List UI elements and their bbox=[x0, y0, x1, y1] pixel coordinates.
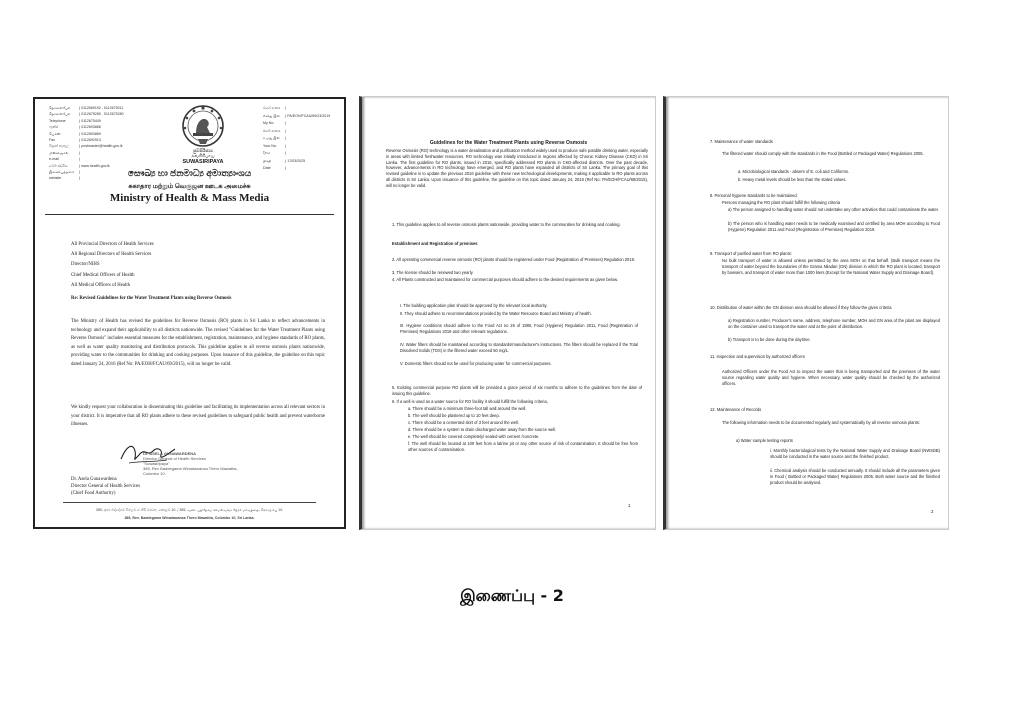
guideline-item-1: 1. This guideline applies to all reverse osmosis plants nationwide, providing water to the communities for drinking and cooking. bbox=[392, 222, 621, 227]
guideline-item-7: 7. Maintenance of water standards bbox=[710, 139, 773, 144]
reference-value: ) bbox=[285, 121, 287, 125]
reference-label: මගේ අංකය bbox=[263, 106, 281, 110]
contact-label: විද්‍යුත් තැපෑල bbox=[49, 144, 69, 149]
reference-value: ) bbox=[285, 143, 287, 148]
reference-value: ) bbox=[285, 136, 287, 140]
reference-row bbox=[263, 158, 346, 166]
letter-paragraph-1: The Ministry of Health has revised the guidelines for Reverse Osmosis (RO) plants in Sri Lanka to reflect advancements in technology and expand their applicability to all districts nationwide. The revised "Guidelines for the Water Treatment Plants using Reverse Osmosis" includes essential measures for the establishment, registration, maintenance, and hygiene standards of RO plants, as well as water quality monitoring and distribution protocols. This guideline applies to all reverse osmosis plants nationwide, providing water to the communities for drinking and cooking purposes. Upon issuance of this guideline, the guideline on this topic dated January 24, 2016 (Ref No: PA/EOH/FCAU/69/2015), will no longer be valid. bbox=[71, 319, 325, 367]
guideline-item-8-b: b) The person who is handling water needs to be medically examined and certified by area MOH according to Food (Hygiene) Regulation 2011 and Food (Registration of Premises) Regulation 2019. bbox=[728, 221, 940, 232]
contact-value: ) bbox=[79, 150, 81, 155]
guideline-item-11-text: Authorized Officers under the Food Act to inspect the water that is being transported and the premises of the water source regarding water quality and hygiene. When necessary, water quality should be checked by the authorized officers. bbox=[722, 369, 940, 386]
guideline-intro: Reverse Osmosis (RO) technology is a water desalination and purification method widely used to produce safe potable drinking water, especially in areas with limited freshwater resources. RO technology was initially introduced in regions affected by Chronic Kidney Disease (CKD) in Sri Lanka. The first guideline for RO plants, issued in 2016, specifically addressed RO plants in CKD-affected districts. Over the past decade, however, advancements in RO technology have emerged, and RO plants have expanded all districts of Sri Lanka. The primary goal of this revised guideline is to update the previous 2016 guideline with these new technological developments, making it applicable to RO plants across all districts in Sri Lanka. Upon issuance of this guideline, the guideline on this topic dated January 24, 2016 (Ref No: PA/EOH/FCAU/69/2015), will no longer be valid. bbox=[386, 148, 648, 188]
addressee: All Medical Officers of Health bbox=[71, 282, 131, 288]
suwasiripaya-sinhala: සුවසිරිපාය bbox=[193, 148, 213, 153]
signer-name: Dr. Asela Gunawardena bbox=[71, 477, 117, 482]
suwasiripaya-block bbox=[156, 148, 250, 165]
ministry-name-english: Ministry of Health & Mass Media bbox=[109, 192, 270, 204]
suwasiripaya-tamil: சுவசிரிபாய bbox=[191, 153, 215, 159]
letter-subject: Re: Revised Guidelines for the Water Treatment Plants using Reverse Osmosis bbox=[71, 296, 232, 301]
reference-label: எனது இல bbox=[263, 113, 280, 118]
contact-label: e-mail bbox=[49, 157, 59, 162]
contact-value: ) 0112693866 bbox=[79, 125, 101, 130]
reference-value: ) PA/EOH/FCAU/69/23/2019 bbox=[285, 113, 331, 118]
contact-label: மின்னஞ்சல் bbox=[49, 150, 69, 155]
contact-label: இணையத்தளம் bbox=[49, 170, 75, 175]
contact-label: website bbox=[49, 176, 62, 181]
reference-value: ) bbox=[285, 128, 287, 133]
guideline-item-12-i: i. Monthly bacteriological tests by the National Water Supply and Drainage Board (NWSDB) should be conducted in the water source and the finished product. bbox=[770, 448, 940, 459]
reference-label: Your No. bbox=[263, 143, 277, 148]
reference-label: உமது இல bbox=[263, 136, 280, 140]
reference-row bbox=[263, 113, 346, 121]
guideline-sub-b: b. The well should be plastered up to 10 feet deep. bbox=[408, 413, 500, 418]
reference-row bbox=[263, 128, 346, 136]
contact-label: වෙබ් අඩවිය bbox=[49, 163, 68, 168]
signer-role: (Chief Food Authority) bbox=[71, 490, 116, 496]
reference-value: ) bbox=[285, 106, 287, 110]
stamp-line: Dr. ASELA GUNAWARDENA bbox=[143, 451, 197, 456]
reference-row bbox=[263, 120, 346, 128]
guideline-item-4: 4. All Plants constructed and maintained for commercial purposes should adhere to the desired requirements as given below. bbox=[392, 277, 618, 282]
guideline-item-7-b: b. Heavy metal levels should be less than the stated values. bbox=[738, 177, 847, 182]
guideline-item-7-a: a. Microbiological standards - absent of E. coli and Coliforms. bbox=[738, 169, 850, 174]
reference-row bbox=[263, 135, 346, 143]
guideline-item-12-ii: ii. Chemical analysis should be conducted annually. It should include all the parameters given in Food ( Bottled or Packaged Water) Regulations 2005. Both water source and the finished product should be analysed. bbox=[770, 468, 940, 485]
guideline-item-6: 6. If a well is used as a water source for RO facility it should fulfill the following criteria, bbox=[392, 399, 548, 404]
reference-value: ) bbox=[285, 151, 287, 155]
contact-value: ) bbox=[79, 157, 81, 162]
addressee: All Provincial Directors of Health Services bbox=[71, 242, 154, 247]
letterhead-references bbox=[263, 105, 346, 173]
guideline-sub-v: V. Domestic filters should not be used for producing water for commercial purposes. bbox=[400, 361, 552, 366]
guideline-item-5: 5. Existing commercial purpose RO plants will be provided a grace period of six months to adhere to the guidelines from the date of issuing this guideline. bbox=[392, 385, 642, 396]
reference-label: දිනය bbox=[263, 151, 271, 155]
stamp-line: 385, Rev Baddegama Wimalawansa Thero Mawatha, bbox=[143, 466, 238, 471]
contact-value: ) 0112693869 bbox=[79, 131, 101, 136]
contact-label: ෆැක්ස් bbox=[49, 125, 58, 130]
guideline-sub-iv: IV. Water filters should be maintained according to standards/manufacturer's instructions. The filters should be replaced if the Total Dissolved Solids (TDS) in the filtered water exceed 50 mg/L. bbox=[400, 342, 638, 353]
addressee: Director/NIHS bbox=[71, 262, 100, 268]
footer-divider bbox=[63, 502, 316, 503]
contact-value: ) postmaster@health.gov.lk bbox=[79, 144, 123, 149]
letterhead-divider bbox=[45, 214, 334, 215]
guideline-item-11: 11. Inspection and supervision by authorized officers bbox=[710, 354, 805, 359]
ministry-name-tamil: சுகாதார மற்றும் வெகுஜன ஊடக அமைச்சு bbox=[128, 183, 251, 190]
guideline-item-9: 9. Transport of purified water from RO plants: bbox=[710, 251, 792, 256]
page-number: 1 bbox=[628, 503, 631, 508]
contact-value: ) 0112675449 bbox=[79, 118, 101, 123]
contact-label: பெக்ஸ் bbox=[49, 131, 61, 136]
guideline-item-10-a: a) Registration number, Producer's name, address, telephone number, MOH and GN area of the plant are displayed on the container used to transport the water and at the point of distribution. bbox=[728, 318, 940, 329]
guideline-item-9-text: No bulk transport of water is allowed unless permitted by the area MOH on that behalf. (Bulk transport means the transport of water beyond the boundaries of the Grama Niladari (GN) division in which the RO plant is located, transport by bowsers, and transport of water more than 1000 liters (Except for the National Water Supply and Drainage Board). bbox=[722, 258, 940, 275]
guideline-item-8-a: a) The person assigned to handling water should not undertake any other activities that could contaminate the water. bbox=[728, 207, 939, 212]
contact-label: தொலைபேசி bbox=[49, 106, 71, 110]
guideline-sub-i: I. The building application plan should be approved by the relevant local authority. bbox=[400, 303, 548, 308]
guideline-sub-ii: II. They should adhere to recommendations provided by the Water Resource Board and Ministry of health. bbox=[400, 311, 592, 316]
guideline-item-12-text: The following information needs to be documented regularly and systematically by all reverse osmosis plants: bbox=[722, 420, 920, 425]
reference-label: திகதி bbox=[263, 158, 272, 163]
contact-label: Telephone bbox=[49, 118, 66, 123]
guideline-sub-d: d. There should be a system to drain discharged water away from the source well. bbox=[408, 427, 557, 432]
guideline-sub-iii: III. Hygiene conditions should adhere to the Food Act no 26 of 1980, Food (Hygiene) Regulation 2011, Food (Registration of Premises) Regulations 2019 and other relevant regulations. bbox=[400, 323, 638, 334]
reference-row bbox=[263, 105, 346, 113]
signature-block bbox=[71, 454, 321, 497]
reference-label: ඔබේ අංකය bbox=[263, 128, 281, 133]
footer-address-english: 385, Rev. Baddegama Wimalawansa Thero Mawatha, Colombo 10, Sri Lanka. bbox=[124, 516, 255, 520]
stamp-line: Director General of Health Services bbox=[143, 456, 206, 461]
annex-caption: இணைப்பு - 2 bbox=[460, 586, 564, 605]
reference-value: ) bbox=[285, 166, 287, 170]
contact-value: ) bbox=[79, 170, 81, 175]
contact-value: ) 0112669192 , 0112675011 bbox=[79, 106, 124, 110]
contact-label: தொலைபேசி bbox=[49, 112, 71, 117]
guideline-section-heading: Establishment and Registration of premises bbox=[392, 241, 478, 246]
guideline-item-8: 8. Personal hygiene standards to be maintained bbox=[710, 193, 797, 198]
guideline-item-10-b: b) Transport is to be done during the daytime. bbox=[728, 337, 811, 342]
guideline-sub-e: e. The well should be covered completely/ sealed with cement /concrete. bbox=[408, 434, 540, 439]
guideline-item-12: 12. Maintenance of Records bbox=[710, 407, 762, 412]
guideline-title: Guidelines for the Water Treatment Plants using Reverse Osmosis bbox=[429, 140, 588, 146]
contact-value: ) 0112675280 , 0112675280 bbox=[79, 112, 124, 117]
letter-page bbox=[33, 97, 346, 529]
guideline-sub-f: f. The well should be located at 100 feet from a latrine pit or any other source of risk of contamination. It should be free from other sources of contamination. bbox=[408, 441, 638, 452]
contact-label: Fax bbox=[49, 138, 55, 143]
reference-row bbox=[263, 150, 346, 158]
guideline-item-8-text: Persons managing the RO plant should fulfill the following criteria bbox=[722, 200, 841, 205]
addressee-list bbox=[71, 240, 154, 291]
suwasiripaya-english: SUWASIRIPAYA bbox=[182, 158, 224, 165]
reference-value: ) 17/03/2025 bbox=[285, 158, 306, 163]
sri-lanka-emblem-icon bbox=[177, 103, 229, 149]
guideline-sub-a: a. There should be a minimum three-foot tall wall around the well. bbox=[408, 406, 527, 411]
guideline-item-10: 10. Distribution of water within the GN division area should be allowed if they follow the given criteria bbox=[710, 305, 892, 310]
guideline-item-7-text: The filtered water should comply with the standards in the Food (Bottled or Packaged Water) Regulations 2005. bbox=[722, 151, 924, 156]
guideline-item-2: 2. All operating commercial reverse osmosis (RO) plants should be registered under Food (Registration of Premises) Regulation 2019. bbox=[392, 257, 636, 262]
guideline-item-12-a: a) Water sample testing reports bbox=[736, 438, 793, 443]
reference-label: My No. bbox=[263, 121, 275, 125]
letter-paragraph-2: We kindly request your collaboration in disseminating this guideline and facilitating its implementation across all relevant sectors in your district. It is imperative that all RO plants adhere to these revised guidelines to safeguard public health and prevent waterborne illnesses. bbox=[71, 405, 325, 427]
page-number: 2 bbox=[931, 509, 934, 514]
signer-title: Director General of Health Services bbox=[71, 483, 140, 489]
addressee: Chief Medical Officers of Health bbox=[71, 272, 135, 278]
guideline-sub-c: c. There should be a cemented skirt of 3 feet around the well. bbox=[408, 420, 519, 425]
ministry-name-sinhala: සෞඛ්‍ය හා ජනමාධ්‍ය අමාත්‍යාංශය bbox=[127, 168, 252, 178]
stamp-line: Colombo 10. bbox=[143, 471, 166, 476]
guideline-page-2 bbox=[663, 96, 949, 530]
contact-value: ) www.health.gov.lk bbox=[79, 163, 110, 168]
guideline-page-1 bbox=[359, 96, 656, 530]
reference-row bbox=[263, 143, 346, 151]
contact-value: ) bbox=[79, 176, 81, 181]
contact-value: ) 0112692913 bbox=[79, 138, 101, 143]
addressee: All Regional Directors of Health Services bbox=[71, 252, 152, 258]
guideline-item-3: 3. The license should be renewed two yearly. bbox=[392, 270, 474, 275]
footer-address-local: 385, පූජ්‍ය බද්දේගම විමලවංශ හිමි මාවත, කොළඹ 10. / 385, வண. பத்தேகம விமலவங்ச தேரர் மாவத்தை, கொழும்பு 10. bbox=[95, 508, 284, 512]
reference-label: Date bbox=[263, 166, 271, 170]
stamp-line: "Suwasiripaya" bbox=[143, 461, 170, 466]
